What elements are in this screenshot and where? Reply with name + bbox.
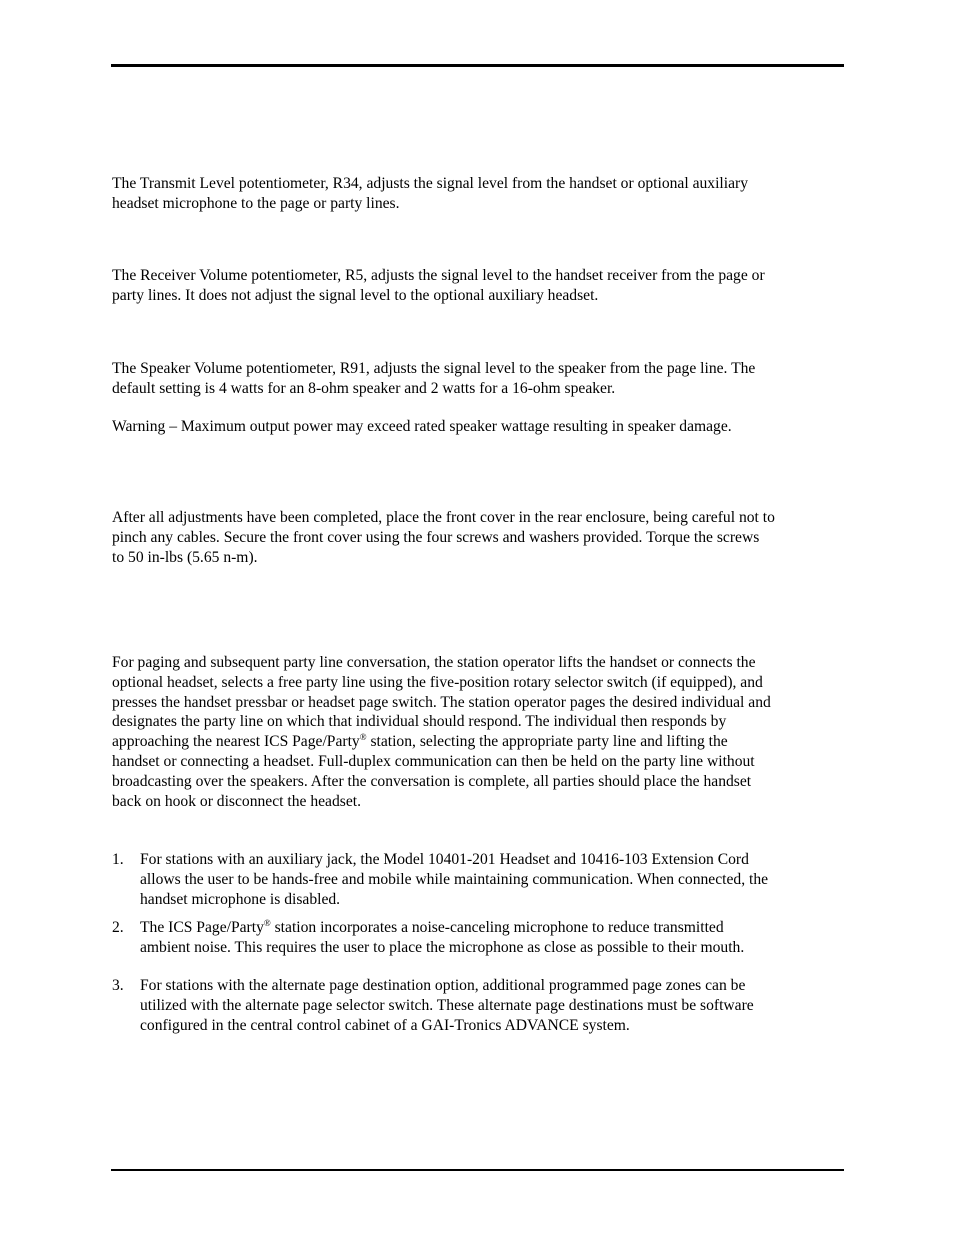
speaker-volume-paragraph: The Speaker Volume potentiometer, R91, adjusts the signal level to the speaker from the page line. The default setting is 4 watts for an 8-ohm speaker and 2 watts for a 16-ohm speaker. [112, 360, 756, 397]
footer-rule [111, 1169, 844, 1171]
note-text: For stations with an auxiliary jack, the Model 10401-201 Headset and 10416-103 Extension Cord allows the user to be hands-free and mobile while maintaining communication. When connected, the handset microphone is disabled. [140, 851, 769, 908]
note-text: For stations with the alternate page destination option, additional programmed page zones can be utilized with the alternate page selector switch. These alternate page destinations must be software configured in the central control cabinet of a GAI-Tronics ADVANCE system. [140, 977, 754, 1034]
transmit-level-paragraph: The Transmit Level potentiometer, R34, adjusts the signal level from the handset or optional auxiliary headset microphone to the page or party lines. [112, 175, 748, 212]
note-text: The ICS Page/Party® station incorporates a noise-canceling microphone to reduce transmitted ambient noise. This requires the user to place the microphone as close as possible to their mouth. [140, 918, 745, 956]
note-number: 1. [112, 851, 124, 868]
operation-paragraph: For paging and subsequent party line conversation, the station operator lifts the handset or connects the optional headset, selects a free party line using the five-position rotary selector switch (if equipped), and presses the handset pressbar or headset page switch. The station operator pages the desired individual and designates the party line on which that individual should respond. The individual then responds by approaching the nearest ICS Page/Party® station, selecting the appropriate party line and lifting the handset or connecting a headset. Full-duplex communication can then be held on the party line without broadcasting over the speakers. After the conversation is complete, all parties should place the handset back on hook or disconnect the headset. [112, 654, 771, 810]
receiver-volume-paragraph: The Receiver Volume potentiometer, R5, adjusts the signal level to the handset receiver from the page or party lines. It does not adjust the signal level to the optional auxiliary headset. [112, 267, 765, 304]
front-cover-paragraph: After all adjustments have been completed, place the front cover in the rear enclosure, being careful not to pinch any cables. Secure the front cover using the four screws and washers provided. Torque the screws to 50 in-lbs (5.65 n-m). [112, 509, 775, 566]
note-number: 2. [112, 919, 124, 936]
registered-mark: ® [359, 732, 367, 743]
note-number: 3. [112, 977, 124, 994]
header-rule [111, 64, 844, 67]
registered-mark: ® [263, 918, 271, 928]
warning-paragraph: Warning – Maximum output power may exceed rated speaker wattage resulting in speaker damage. [112, 418, 732, 435]
